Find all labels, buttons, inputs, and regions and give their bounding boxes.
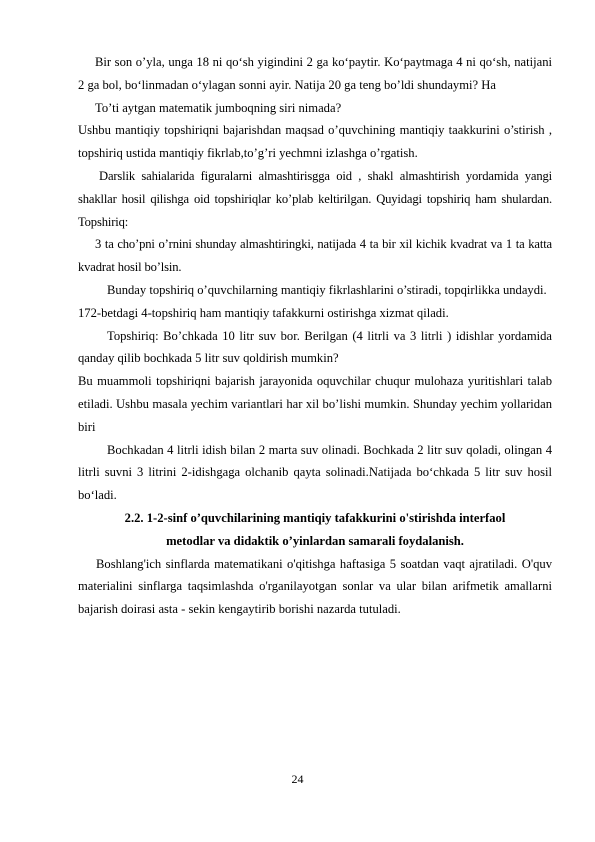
paragraph-benefit: Bunday topshiriq o’quvchilarning mantiqiy fikrlashlarini o’stiradi, topqirlikka undaydi. [107,282,547,297]
paragraph-riddle: Bir son o’yla, unga 18 ni qo‘sh yigindini 2 ga ko‘paytir. Ko‘paytmaga 4 ni qo‘sh, natijani 2 ga bol, bo‘linmadan o‘ylagan sonni ayir. Natija 20 ga teng bo’ldi shundaymi? Ha [78,55,552,92]
section-heading-line-1: 2.2. 1-2-sinf o’quvchilarining mantiqiy tafakkurini o'stirishda interfaol [124,510,506,525]
document-body [78,51,552,621]
paragraph-lessons: Boshlang'ich sinflarda matematikani o'qitishga haftasiga 5 soatdan vaqt ajratiladi. O'quv materialini sinflarga taqsimlashda o'rganilayotgan sonlar va ular bilan arifmetik amallarni bajarish doirasi asta - sekin kengaytirib borishi nazarda tutuladi. [78,556,552,617]
paragraph-purpose: Ushbu mantiqiy topshiriqni bajarishdan maqsad o’quvchining mantiqiy taakkurini o’stirish , topshiriq ustida mantiqiy fikrlab,to’g’ri yechmni izlashga o’rgatish. [78,123,552,161]
section-heading-line-2: metodlar va didaktik o’yinlardan samarali foydalanish. [166,533,464,548]
paragraph-question: To’ti aytgan matematik jumboqning siri nimada? [95,100,342,115]
paragraph-task-squares: 3 ta cho’pni o’rnini shunday almashtiringki, natijada 4 ta bir xil kichik kvadrat va 1 ta katta kvadrat hosil bo’lsin. [78,237,552,275]
page-number: 24 [291,772,304,786]
paragraph-textbook: Darslik sahialarida figuralarni almashtirisgga oid , shakl almashtirish yordamida yangi shakllar hosil qilishga oid topshiriqlar ko’plab keltirilgan. Quyidagi topshiriq ham shulardan. Topshiriq: [78,168,552,229]
paragraph-page-reference: 172-betdagi 4-topshiriq ham mantiqiy tafakkurni ostirishga xizmat qiladi. [78,305,449,320]
paragraph-problem-solving: Bu muammoli topshiriqni bajarish jarayonida oquvchilar chuqur mulohaza yuritishlari talab etiladi. Ushbu masala yechim variantlari har xil bo’lishi mumkin. Shunday yechim yollaridan biri [78,374,552,434]
paragraph-solution: Bochkadan 4 litrli idish bilan 2 marta suv olinadi. Bochkada 2 litr suv qoladi, olingan 4 litrli suvni 3 litrini 2-idishgaga olchanib qayta solinadi.Natijada bo‘chkada 5 litr suv hosil bo‘ladi. [78,442,552,503]
paragraph-task-barrel: Topshiriq: Bo’chkada 10 litr suv bor. Berilgan (4 litrli va 3 litrli ) idishlar yordamida qanday qilib bochkada 5 litr suv qoldirish mumkin? [78,328,552,366]
